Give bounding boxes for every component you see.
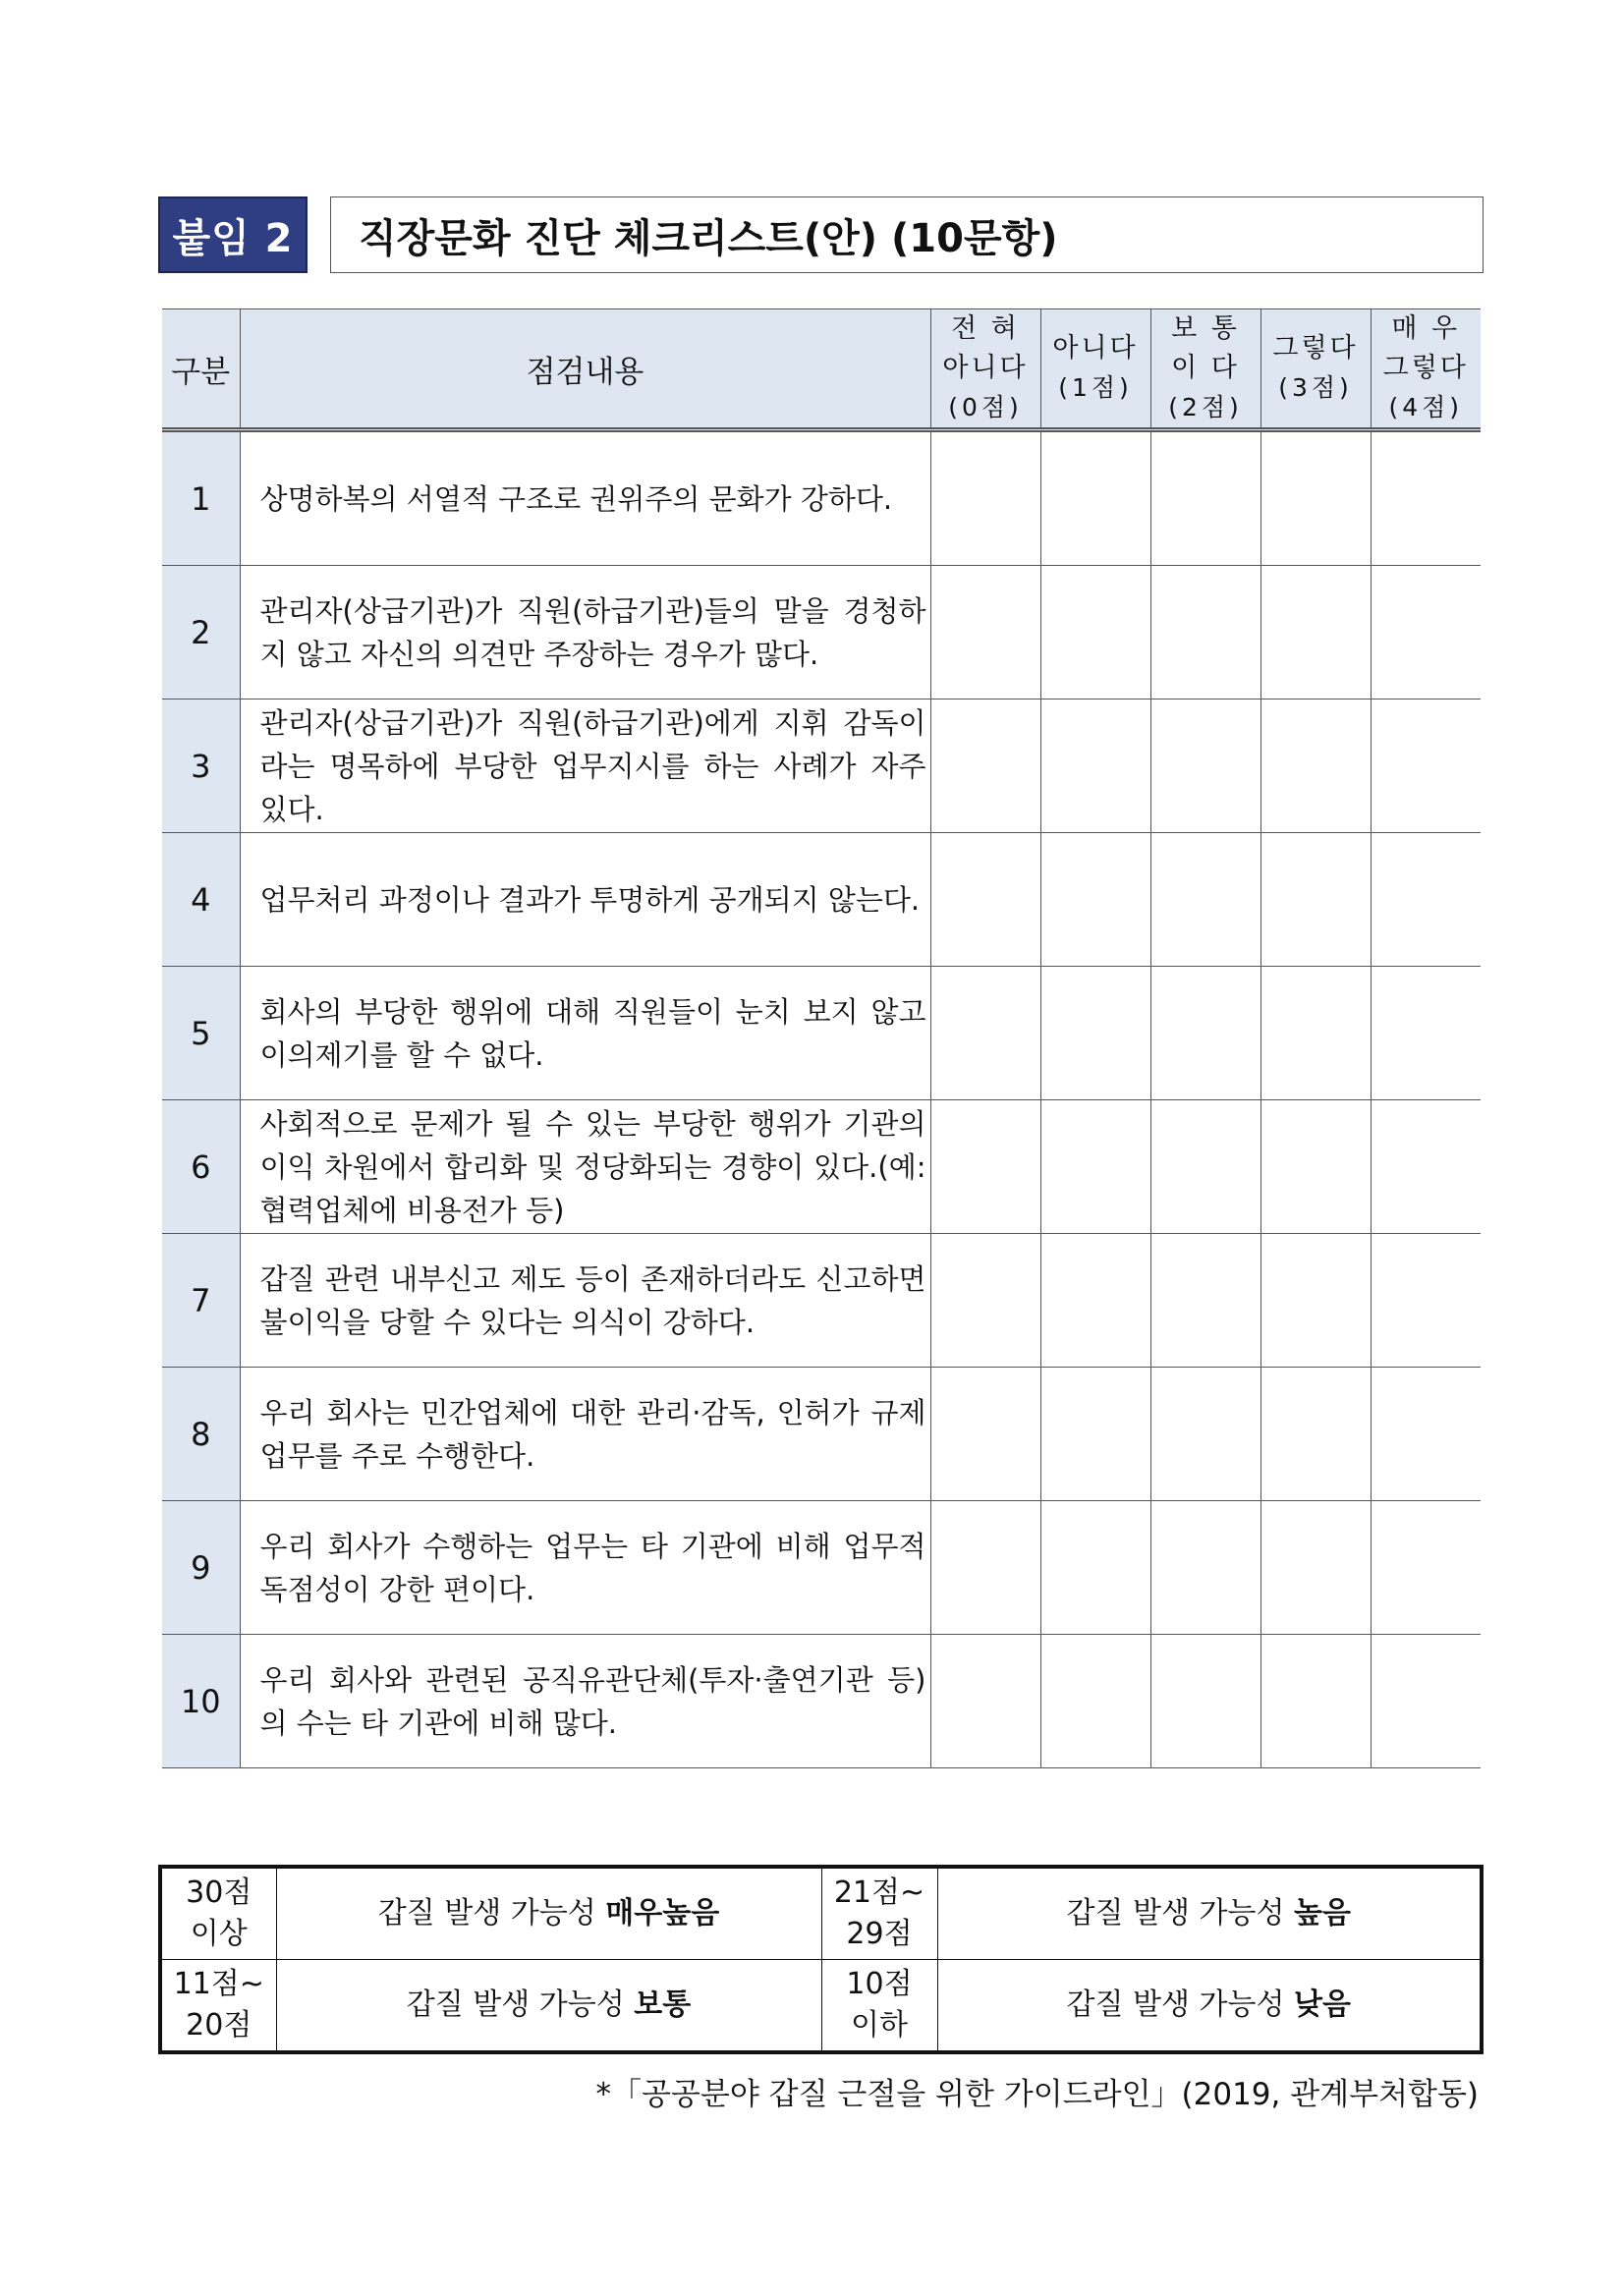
answer-cell[interactable] bbox=[1371, 1635, 1481, 1768]
answer-cell[interactable] bbox=[1040, 1501, 1150, 1635]
answer-cell[interactable] bbox=[1260, 1635, 1371, 1768]
row-number: 8 bbox=[162, 1368, 240, 1501]
answer-cell[interactable] bbox=[930, 1501, 1040, 1635]
result-prefix: 갑질 발생 가능성 bbox=[1066, 1987, 1285, 2022]
table-row bbox=[162, 1368, 1481, 1501]
score-range-line2: 이상 bbox=[190, 1917, 248, 1951]
score-range-line2: 29점 bbox=[846, 1917, 913, 1951]
answer-cell[interactable] bbox=[1040, 700, 1150, 833]
answer-cell[interactable] bbox=[1040, 1100, 1150, 1234]
score-range bbox=[160, 1960, 276, 2053]
checklist-table bbox=[162, 308, 1481, 1768]
row-content: 갑질 관련 내부신고 제도 등이 존재하더라도 신고하면 불이익을 당할 수 있다는 의식이 강하다. bbox=[240, 1234, 930, 1368]
scale-label-line1: 아니다 bbox=[1052, 333, 1139, 364]
row-content: 회사의 부당한 행위에 대해 직원들이 눈치 보지 않고 이의제기를 할 수 없다. bbox=[240, 967, 930, 1100]
score-result bbox=[276, 1867, 821, 1960]
content-header: 점검내용 bbox=[240, 309, 930, 430]
answer-cell[interactable] bbox=[1150, 566, 1260, 700]
answer-cell[interactable] bbox=[1371, 833, 1481, 967]
scale-label-line2: 아니다 bbox=[942, 353, 1029, 383]
result-level: 보통 bbox=[634, 1987, 692, 2022]
scale-label-line1: 매 우 bbox=[1391, 313, 1461, 344]
scale-label-line2: 그렇다 bbox=[1382, 353, 1469, 383]
score-range bbox=[821, 1867, 937, 1960]
row-content: 관리자(상급기관)가 직원(하급기관)에게 지휘 감독이라는 명목하에 부당한 업무지시를 하는 사례가 자주 있다. bbox=[240, 700, 930, 833]
score-range-line2: 이하 bbox=[851, 2008, 908, 2043]
table-row bbox=[162, 566, 1481, 700]
table-row bbox=[162, 1501, 1481, 1635]
scale-points: (3점) bbox=[1278, 373, 1353, 402]
answer-cell[interactable] bbox=[930, 1368, 1040, 1501]
answer-cell[interactable] bbox=[1040, 833, 1150, 967]
answer-cell[interactable] bbox=[1260, 700, 1371, 833]
result-level: 낮음 bbox=[1294, 1987, 1351, 2022]
row-number: 7 bbox=[162, 1234, 240, 1368]
row-number: 1 bbox=[162, 430, 240, 566]
row-number: 2 bbox=[162, 566, 240, 700]
answer-cell[interactable] bbox=[930, 1100, 1040, 1234]
row-number: 6 bbox=[162, 1100, 240, 1234]
row-number: 4 bbox=[162, 833, 240, 967]
answer-cell[interactable] bbox=[930, 1635, 1040, 1768]
checklist-header-row bbox=[162, 309, 1481, 430]
score-result bbox=[937, 1960, 1482, 2053]
answer-cell[interactable] bbox=[1260, 566, 1371, 700]
scale-points: (1점) bbox=[1058, 373, 1133, 402]
result-level: 매우높음 bbox=[605, 1896, 720, 1931]
score-range-line2: 20점 bbox=[186, 2008, 252, 2043]
category-header: 구분 bbox=[162, 309, 240, 430]
table-row bbox=[162, 1234, 1481, 1368]
answer-cell[interactable] bbox=[1371, 430, 1481, 566]
row-content: 우리 회사는 민간업체에 대한 관리·감독, 인허가 규제업무를 주로 수행한다. bbox=[240, 1368, 930, 1501]
scale-header-0 bbox=[930, 309, 1040, 430]
answer-cell[interactable] bbox=[1040, 566, 1150, 700]
score-range-line1: 10점 bbox=[846, 1967, 913, 2001]
answer-cell[interactable] bbox=[1150, 833, 1260, 967]
answer-cell[interactable] bbox=[1260, 1234, 1371, 1368]
scale-label-line2: 이 다 bbox=[1171, 353, 1240, 383]
answer-cell[interactable] bbox=[1040, 967, 1150, 1100]
answer-cell[interactable] bbox=[1260, 967, 1371, 1100]
answer-cell[interactable] bbox=[1371, 1368, 1481, 1501]
answer-cell[interactable] bbox=[1371, 700, 1481, 833]
answer-cell[interactable] bbox=[930, 700, 1040, 833]
result-level: 높음 bbox=[1294, 1896, 1351, 1931]
scale-header-3 bbox=[1260, 309, 1371, 430]
result-prefix: 갑질 발생 가능성 bbox=[377, 1896, 596, 1931]
scale-label-line1: 그렇다 bbox=[1272, 333, 1359, 364]
score-range bbox=[160, 1867, 276, 1960]
row-content: 업무처리 과정이나 결과가 투명하게 공개되지 않는다. bbox=[240, 833, 930, 967]
row-content: 사회적으로 문제가 될 수 있는 부당한 행위가 기관의 이익 차원에서 합리화 및 정당화되는 경향이 있다.(예: 협력업체에 비용전가 등) bbox=[240, 1100, 930, 1234]
answer-cell[interactable] bbox=[1150, 1234, 1260, 1368]
answer-cell[interactable] bbox=[1371, 1501, 1481, 1635]
row-content: 관리자(상급기관)가 직원(하급기관)들의 말을 경청하지 않고 자신의 의견만 주장하는 경우가 많다. bbox=[240, 566, 930, 700]
answer-cell[interactable] bbox=[1150, 1501, 1260, 1635]
answer-cell[interactable] bbox=[1040, 1368, 1150, 1501]
answer-cell[interactable] bbox=[1260, 1368, 1371, 1501]
score-range-line1: 21점~ bbox=[833, 1875, 925, 1910]
row-content: 우리 회사가 수행하는 업무는 타 기관에 비해 업무적 독점성이 강한 편이다. bbox=[240, 1501, 930, 1635]
row-number: 3 bbox=[162, 700, 240, 833]
row-number: 10 bbox=[162, 1635, 240, 1768]
score-result bbox=[276, 1960, 821, 2053]
answer-cell[interactable] bbox=[1371, 566, 1481, 700]
score-table bbox=[158, 1865, 1484, 2054]
score-row bbox=[160, 1867, 1482, 1960]
scale-label-line1: 전 혀 bbox=[951, 313, 1020, 344]
score-range bbox=[821, 1960, 937, 2053]
row-content: 상명하복의 서열적 구조로 권위주의 문화가 강하다. bbox=[240, 430, 930, 566]
answer-cell[interactable] bbox=[1371, 967, 1481, 1100]
answer-cell[interactable] bbox=[930, 833, 1040, 967]
table-row bbox=[162, 700, 1481, 833]
table-row bbox=[162, 1635, 1481, 1768]
answer-cell[interactable] bbox=[930, 1234, 1040, 1368]
answer-cell[interactable] bbox=[1040, 1234, 1150, 1368]
score-range-line1: 11점~ bbox=[173, 1967, 264, 2001]
result-prefix: 갑질 발생 가능성 bbox=[406, 1987, 625, 2022]
answer-cell[interactable] bbox=[1260, 430, 1371, 566]
answer-cell[interactable] bbox=[930, 430, 1040, 566]
answer-cell[interactable] bbox=[1040, 1635, 1150, 1768]
row-number: 9 bbox=[162, 1501, 240, 1635]
answer-cell[interactable] bbox=[1260, 1501, 1371, 1635]
table-row bbox=[162, 967, 1481, 1100]
scale-points: (2점) bbox=[1168, 393, 1243, 421]
result-prefix: 갑질 발생 가능성 bbox=[1066, 1896, 1285, 1931]
page-title bbox=[330, 196, 1484, 273]
scale-points: (0점) bbox=[948, 393, 1023, 421]
table-row bbox=[162, 1100, 1481, 1234]
row-number: 5 bbox=[162, 967, 240, 1100]
answer-cell[interactable] bbox=[1150, 430, 1260, 566]
table-row bbox=[162, 833, 1481, 967]
score-range-line1: 30점 bbox=[186, 1875, 252, 1910]
answer-cell[interactable] bbox=[1371, 1100, 1481, 1234]
source-note: *「공공분야 갑질 근절을 위한 가이드라인」(2019, 관계부처합동) bbox=[595, 2077, 1479, 2112]
score-result bbox=[937, 1867, 1482, 1960]
row-content: 우리 회사와 관련된 공직유관단체(투자·출연기관 등)의 수는 타 기관에 비해 많다. bbox=[240, 1635, 930, 1768]
answer-cell[interactable] bbox=[1150, 967, 1260, 1100]
scale-label-line1: 보 통 bbox=[1171, 313, 1240, 344]
attachment-badge: 붙임 2 bbox=[158, 196, 308, 273]
answer-cell[interactable] bbox=[1150, 1368, 1260, 1501]
scale-header-4 bbox=[1371, 309, 1481, 430]
answer-cell[interactable] bbox=[1260, 1100, 1371, 1234]
answer-cell[interactable] bbox=[1371, 1234, 1481, 1368]
answer-cell[interactable] bbox=[930, 566, 1040, 700]
answer-cell[interactable] bbox=[1150, 1100, 1260, 1234]
table-row bbox=[162, 430, 1481, 566]
scale-points: (4점) bbox=[1388, 393, 1464, 421]
scale-header-1 bbox=[1040, 309, 1150, 430]
scale-header-2 bbox=[1150, 309, 1260, 430]
answer-cell[interactable] bbox=[1150, 700, 1260, 833]
answer-cell[interactable] bbox=[1150, 1635, 1260, 1768]
score-row bbox=[160, 1960, 1482, 2053]
answer-cell[interactable] bbox=[1260, 833, 1371, 967]
answer-cell[interactable] bbox=[930, 967, 1040, 1100]
answer-cell[interactable] bbox=[1040, 430, 1150, 566]
page-title-text: 직장문화 진단 체크리스트(안) (10문항) bbox=[359, 215, 1058, 261]
